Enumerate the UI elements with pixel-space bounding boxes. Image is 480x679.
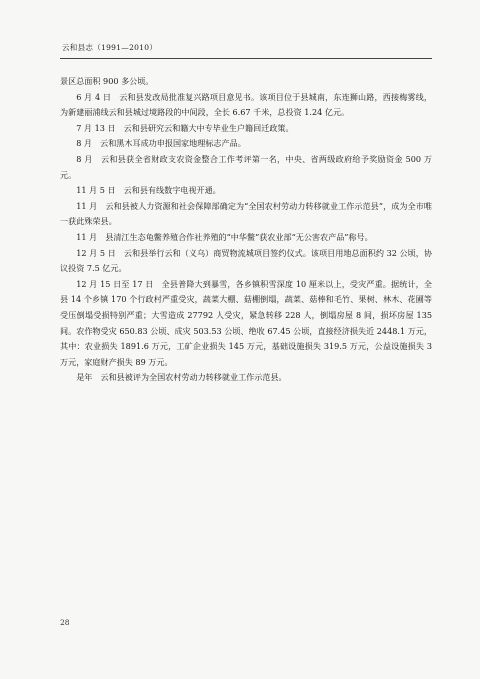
paragraph: 6 月 4 日 云和县发改局批准复兴路项目意见书。该项目位于县城南，东连狮山路，西接梅雾线，为新建丽浦线云和县城过境路段的中间段，全长 6.67 千米，总投资 1.24 亿元。 — [60, 91, 432, 118]
paragraph: 8 月 云和县获全省财政支农资金整合工作考评第一名，中央、省两级政府给予奖励资金 500 万元。 — [60, 153, 432, 180]
paragraph: 8 月 云和黑木耳成功申报国家地理标志产品。 — [76, 138, 246, 149]
header-rule — [60, 58, 432, 59]
paragraph: 12 月 15 日至 17 日 全县普降大到暴雪，各乡镇积雪深度 10 厘米以上，受灾严重。据统计，全县 14 个乡镇 170 个行政村严重受灾，蔬菜大棚、菇棚倒塌，蔬菜、菇棒和毛竹、果树、林木、花圃等受压倒塌受损特别严重；大雪造成 27792 人受灾，紧急转移 228 人，倒塌房屋 8 间，损坏房屋 135 间。农作物受灾 650.83 公顷、成灾 503.53 公顷、绝收 67.45 公顷，直接经济损失近 2448.1 万元，其中：农业损失 1891.6 万元，工矿企业损失 145 万元，基础设施损失 319.5 万元，公益设施损失 3 万元，家庭财产损失 89 万元。 — [60, 278, 432, 367]
body-text — [60, 74, 432, 386]
paragraph: 景区总面积 900 多公顷。 — [60, 76, 154, 86]
paragraph: 11 月 5 日 云和县有线数字电视开通。 — [76, 185, 221, 196]
page-number: 28 — [60, 618, 70, 627]
paragraph: 是年 云和县被评为全国农村劳动力转移就业工作示范县。 — [76, 372, 287, 383]
paragraph: 11 月 县清江生态龟鳖养殖合作社养殖的“中华鳖”获农业部“无公害农产品”称号。 — [76, 231, 373, 242]
paragraph: 11 月 云和县被人力资源和社会保障部确定为“全国农村劳动力转移就业工作示范县”，成为全市唯一获此殊荣县。 — [60, 200, 432, 227]
paragraph: 7 月 13 日 云和县研究云和籍大中专毕业生户籍回迁政策。 — [76, 122, 294, 133]
running-head-title: 云和县志（1991—2010） — [62, 43, 158, 52]
paragraph: 12 月 5 日 云和县举行云和（义乌）商贸物流城项目签约仪式。该项目用地总面积约 32 公顷，协议投资 7.5 亿元。 — [60, 247, 432, 274]
